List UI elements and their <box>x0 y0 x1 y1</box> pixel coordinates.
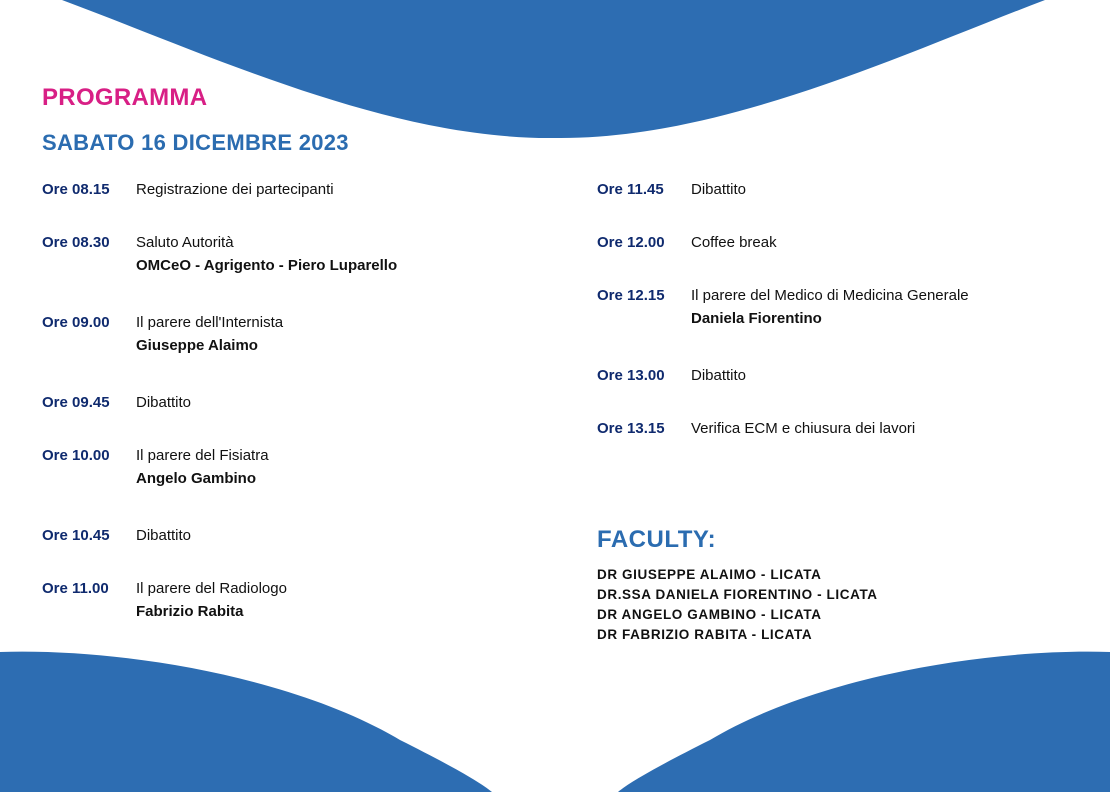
faculty-list <box>597 565 878 645</box>
program-title: PROGRAMMA <box>42 84 208 111</box>
schedule-description: Il parere del Radiologo <box>136 580 287 597</box>
schedule-speaker: Daniela Fiorentino <box>691 310 822 327</box>
schedule-speaker: Angelo Gambino <box>136 470 256 487</box>
bottom-right-wave <box>618 652 1110 792</box>
schedule-description: Dibattito <box>691 181 747 198</box>
schedule-description: Registrazione dei partecipanti <box>136 181 334 198</box>
schedule-description: Dibattito <box>691 367 747 384</box>
schedule-description: Dibattito <box>136 394 192 411</box>
schedule-time: Ore 12.00 <box>597 234 665 251</box>
faculty-title: FACULTY: <box>597 526 717 553</box>
schedule-speaker: Giuseppe Alaimo <box>136 337 258 354</box>
schedule-time: Ore 11.00 <box>42 580 109 597</box>
top-wave <box>62 0 1045 138</box>
schedule-time: Ore 10.00 <box>42 447 110 464</box>
schedule-time: Ore 12.15 <box>597 287 665 304</box>
schedule-time: Ore 08.15 <box>42 181 110 198</box>
schedule-description: Saluto Autorità <box>136 234 234 251</box>
schedule-description: Coffee break <box>691 234 777 251</box>
schedule-time: Ore 13.00 <box>597 367 665 384</box>
faculty-member: DR ANGELO GAMBINO - LICATA <box>597 607 822 622</box>
program-date: SABATO 16 DICEMBRE 2023 <box>42 130 349 155</box>
schedule-speaker: Fabrizio Rabita <box>136 603 244 620</box>
schedule-time: Ore 13.15 <box>597 420 665 437</box>
schedule-time: Ore 10.45 <box>42 527 110 544</box>
faculty-member: DR.SSA DANIELA FIORENTINO - LICATA <box>597 587 878 602</box>
faculty-member: DR FABRIZIO RABITA - LICATA <box>597 627 813 642</box>
schedule-description: Dibattito <box>136 527 192 544</box>
schedule-speaker: OMCeO - Agrigento - Piero Luparello <box>136 257 398 274</box>
bottom-left-wave <box>0 652 492 792</box>
schedule-time: Ore 09.00 <box>42 314 110 331</box>
schedule-description: Il parere dell'Internista <box>136 314 284 331</box>
faculty-member: DR GIUSEPPE ALAIMO - LICATA <box>597 567 822 582</box>
schedule-time: Ore 11.45 <box>597 181 664 198</box>
schedule-time: Ore 09.45 <box>42 394 110 411</box>
schedule-description: Verifica ECM e chiusura dei lavori <box>691 420 916 437</box>
schedule-description: Il parere del Medico di Medicina Generale <box>691 287 969 304</box>
schedule-description: Il parere del Fisiatra <box>136 447 269 464</box>
schedule-time: Ore 08.30 <box>42 234 110 251</box>
